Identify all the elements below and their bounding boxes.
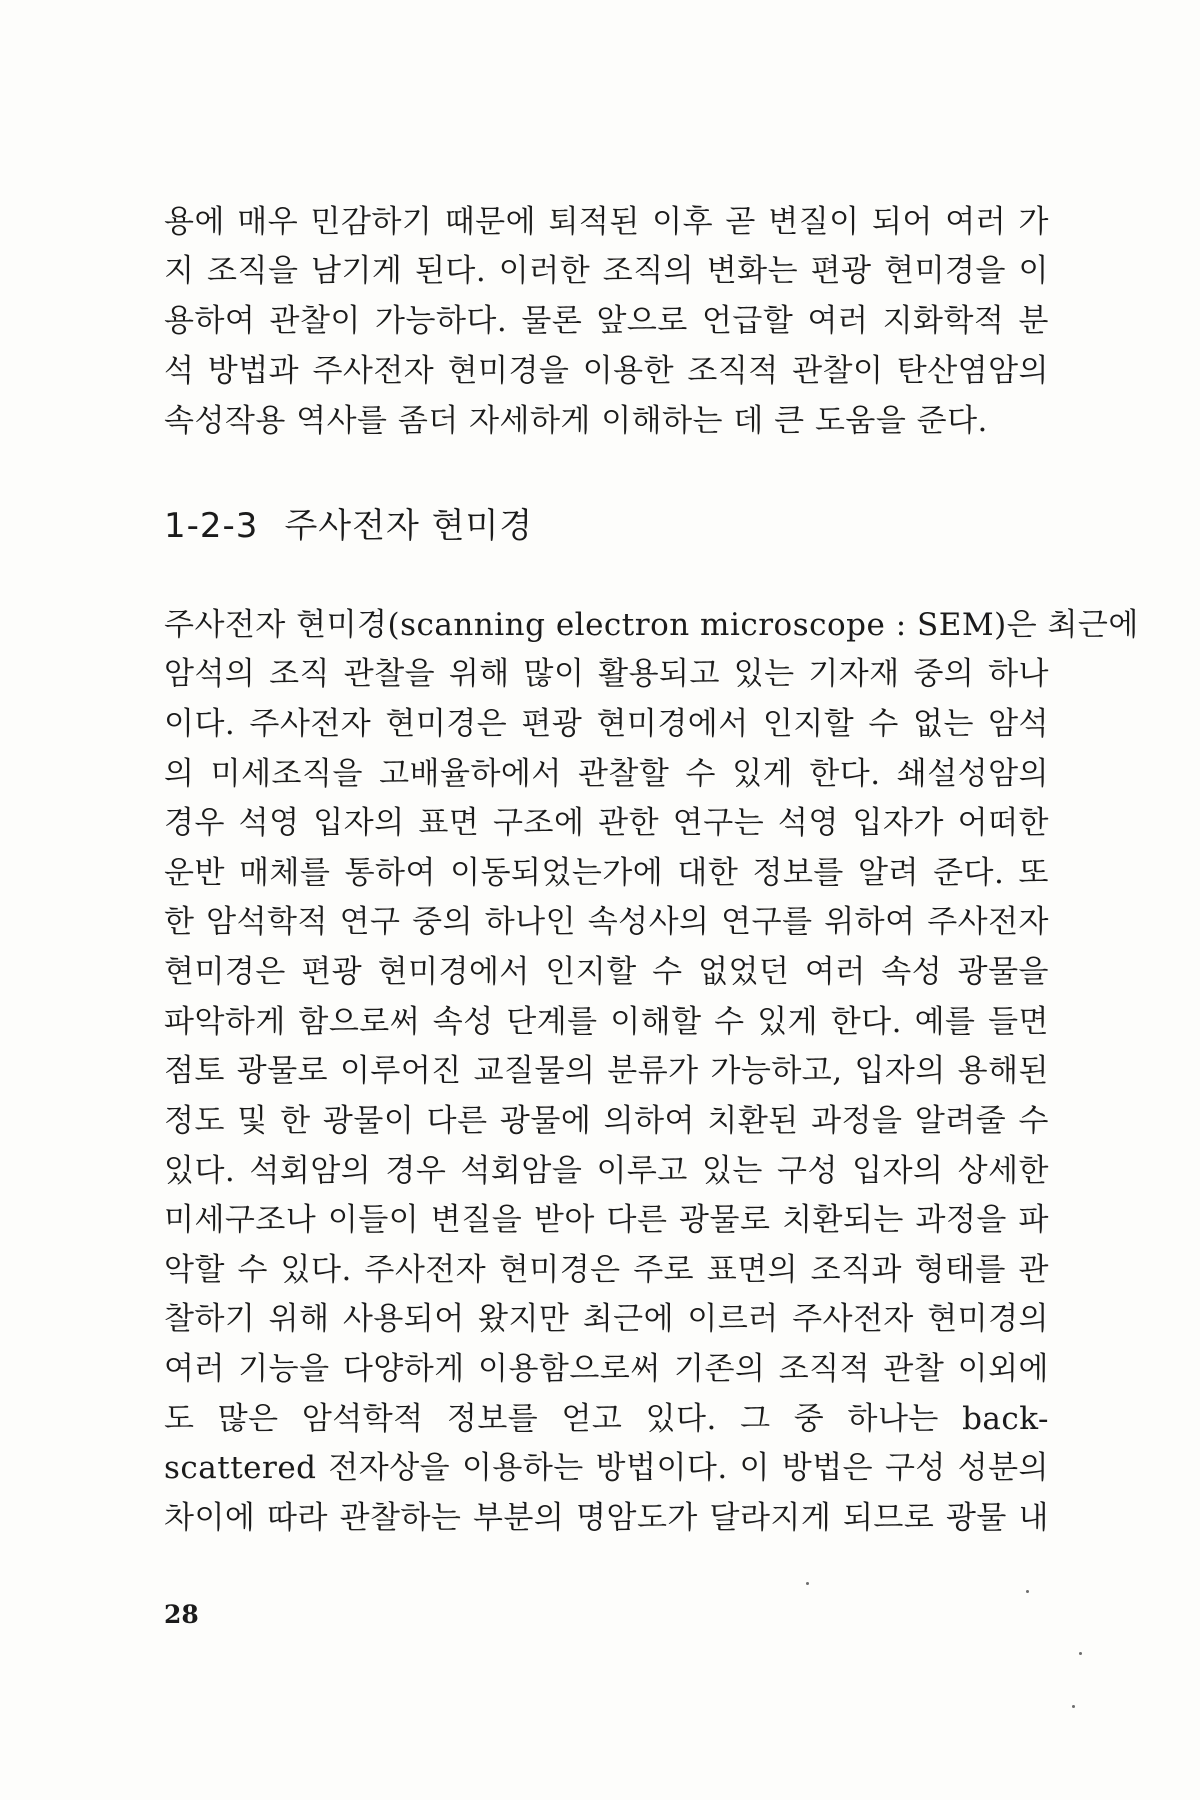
- text-line: 도 많은 암석학적 정보를 얻고 있다. 그 중 하나는 back-: [164, 1401, 1049, 1437]
- scan-speck: [1026, 1590, 1029, 1593]
- text-line: 지 조직을 남기게 된다. 이러한 조직의 변화는 편광 현미경을 이: [164, 253, 1049, 289]
- text-line: 악할 수 있다. 주사전자 현미경은 주로 표면의 조직과 형태를 관: [164, 1252, 1049, 1288]
- scan-speck: [1072, 1705, 1075, 1708]
- text-line: 정도 및 한 광물이 다른 광물에 의하여 치환된 과정을 알려줄 수: [164, 1103, 1049, 1139]
- text-line: 한 암석학적 연구 중의 하나인 속성사의 연구를 위하여 주사전자: [164, 904, 1049, 940]
- text-line: 현미경은 편광 현미경에서 인지할 수 없었던 여러 속성 광물을: [164, 954, 1049, 990]
- page-number: 28: [164, 1600, 199, 1629]
- text-line: 차이에 따라 관찰하는 부분의 명암도가 달라지게 되므로 광물 내: [164, 1500, 1049, 1536]
- text-line: 운반 매체를 통하여 이동되었는가에 대한 정보를 알려 준다. 또: [164, 855, 1049, 891]
- text-line: 여러 기능을 다양하게 이용함으로써 기존의 조직적 관찰 이외에: [164, 1351, 1049, 1387]
- scan-speck: [806, 1582, 809, 1585]
- text-line: 있다. 석회암의 경우 석회암을 이루고 있는 구성 입자의 상세한: [164, 1153, 1049, 1189]
- text-line: 미세구조나 이들이 변질을 받아 다른 광물로 치환되는 과정을 파: [164, 1202, 1049, 1238]
- text-line: 의 미세조직을 고배율하에서 관찰할 수 있게 한다. 쇄설성암의: [164, 756, 1049, 792]
- section-heading: [164, 498, 533, 554]
- text-line: 속성작용 역사를 좀더 자세하게 이해하는 데 큰 도움을 준다.: [164, 403, 988, 439]
- section-title: 주사전자 현미경: [284, 506, 534, 546]
- text-line: 석 방법과 주사전자 현미경을 이용한 조직적 관찰이 탄산염암의: [164, 353, 1049, 389]
- text-line: scattered 전자상을 이용하는 방법이다. 이 방법은 구성 성분의: [164, 1450, 1049, 1486]
- text-line: 이다. 주사전자 현미경은 편광 현미경에서 인지할 수 없는 암석: [164, 706, 1049, 742]
- text-line: 찰하기 위해 사용되어 왔지만 최근에 이르러 주사전자 현미경의: [164, 1301, 1049, 1337]
- text-line: 파악하게 함으로써 속성 단계를 이해할 수 있게 한다. 예를 들면: [164, 1004, 1049, 1040]
- text-line: 용에 매우 민감하기 때문에 퇴적된 이후 곧 변질이 되어 여러 가: [164, 204, 1049, 240]
- text-line: 경우 석영 입자의 표면 구조에 관한 연구는 석영 입자가 어떠한: [164, 805, 1049, 841]
- text-line: 용하여 관찰이 가능하다. 물론 앞으로 언급할 여러 지화학적 분: [164, 303, 1049, 339]
- text-line: 주사전자 현미경(scanning electron microscope : SEM)은 최근에: [164, 607, 1139, 643]
- scan-speck: [1079, 1652, 1082, 1655]
- text-line: 암석의 조직 관찰을 위해 많이 활용되고 있는 기자재 중의 하나: [164, 656, 1049, 692]
- section-number: 1-2-3: [164, 506, 259, 546]
- text-line: 점토 광물로 이루어진 교질물의 분류가 가능하고, 입자의 용해된: [164, 1053, 1049, 1089]
